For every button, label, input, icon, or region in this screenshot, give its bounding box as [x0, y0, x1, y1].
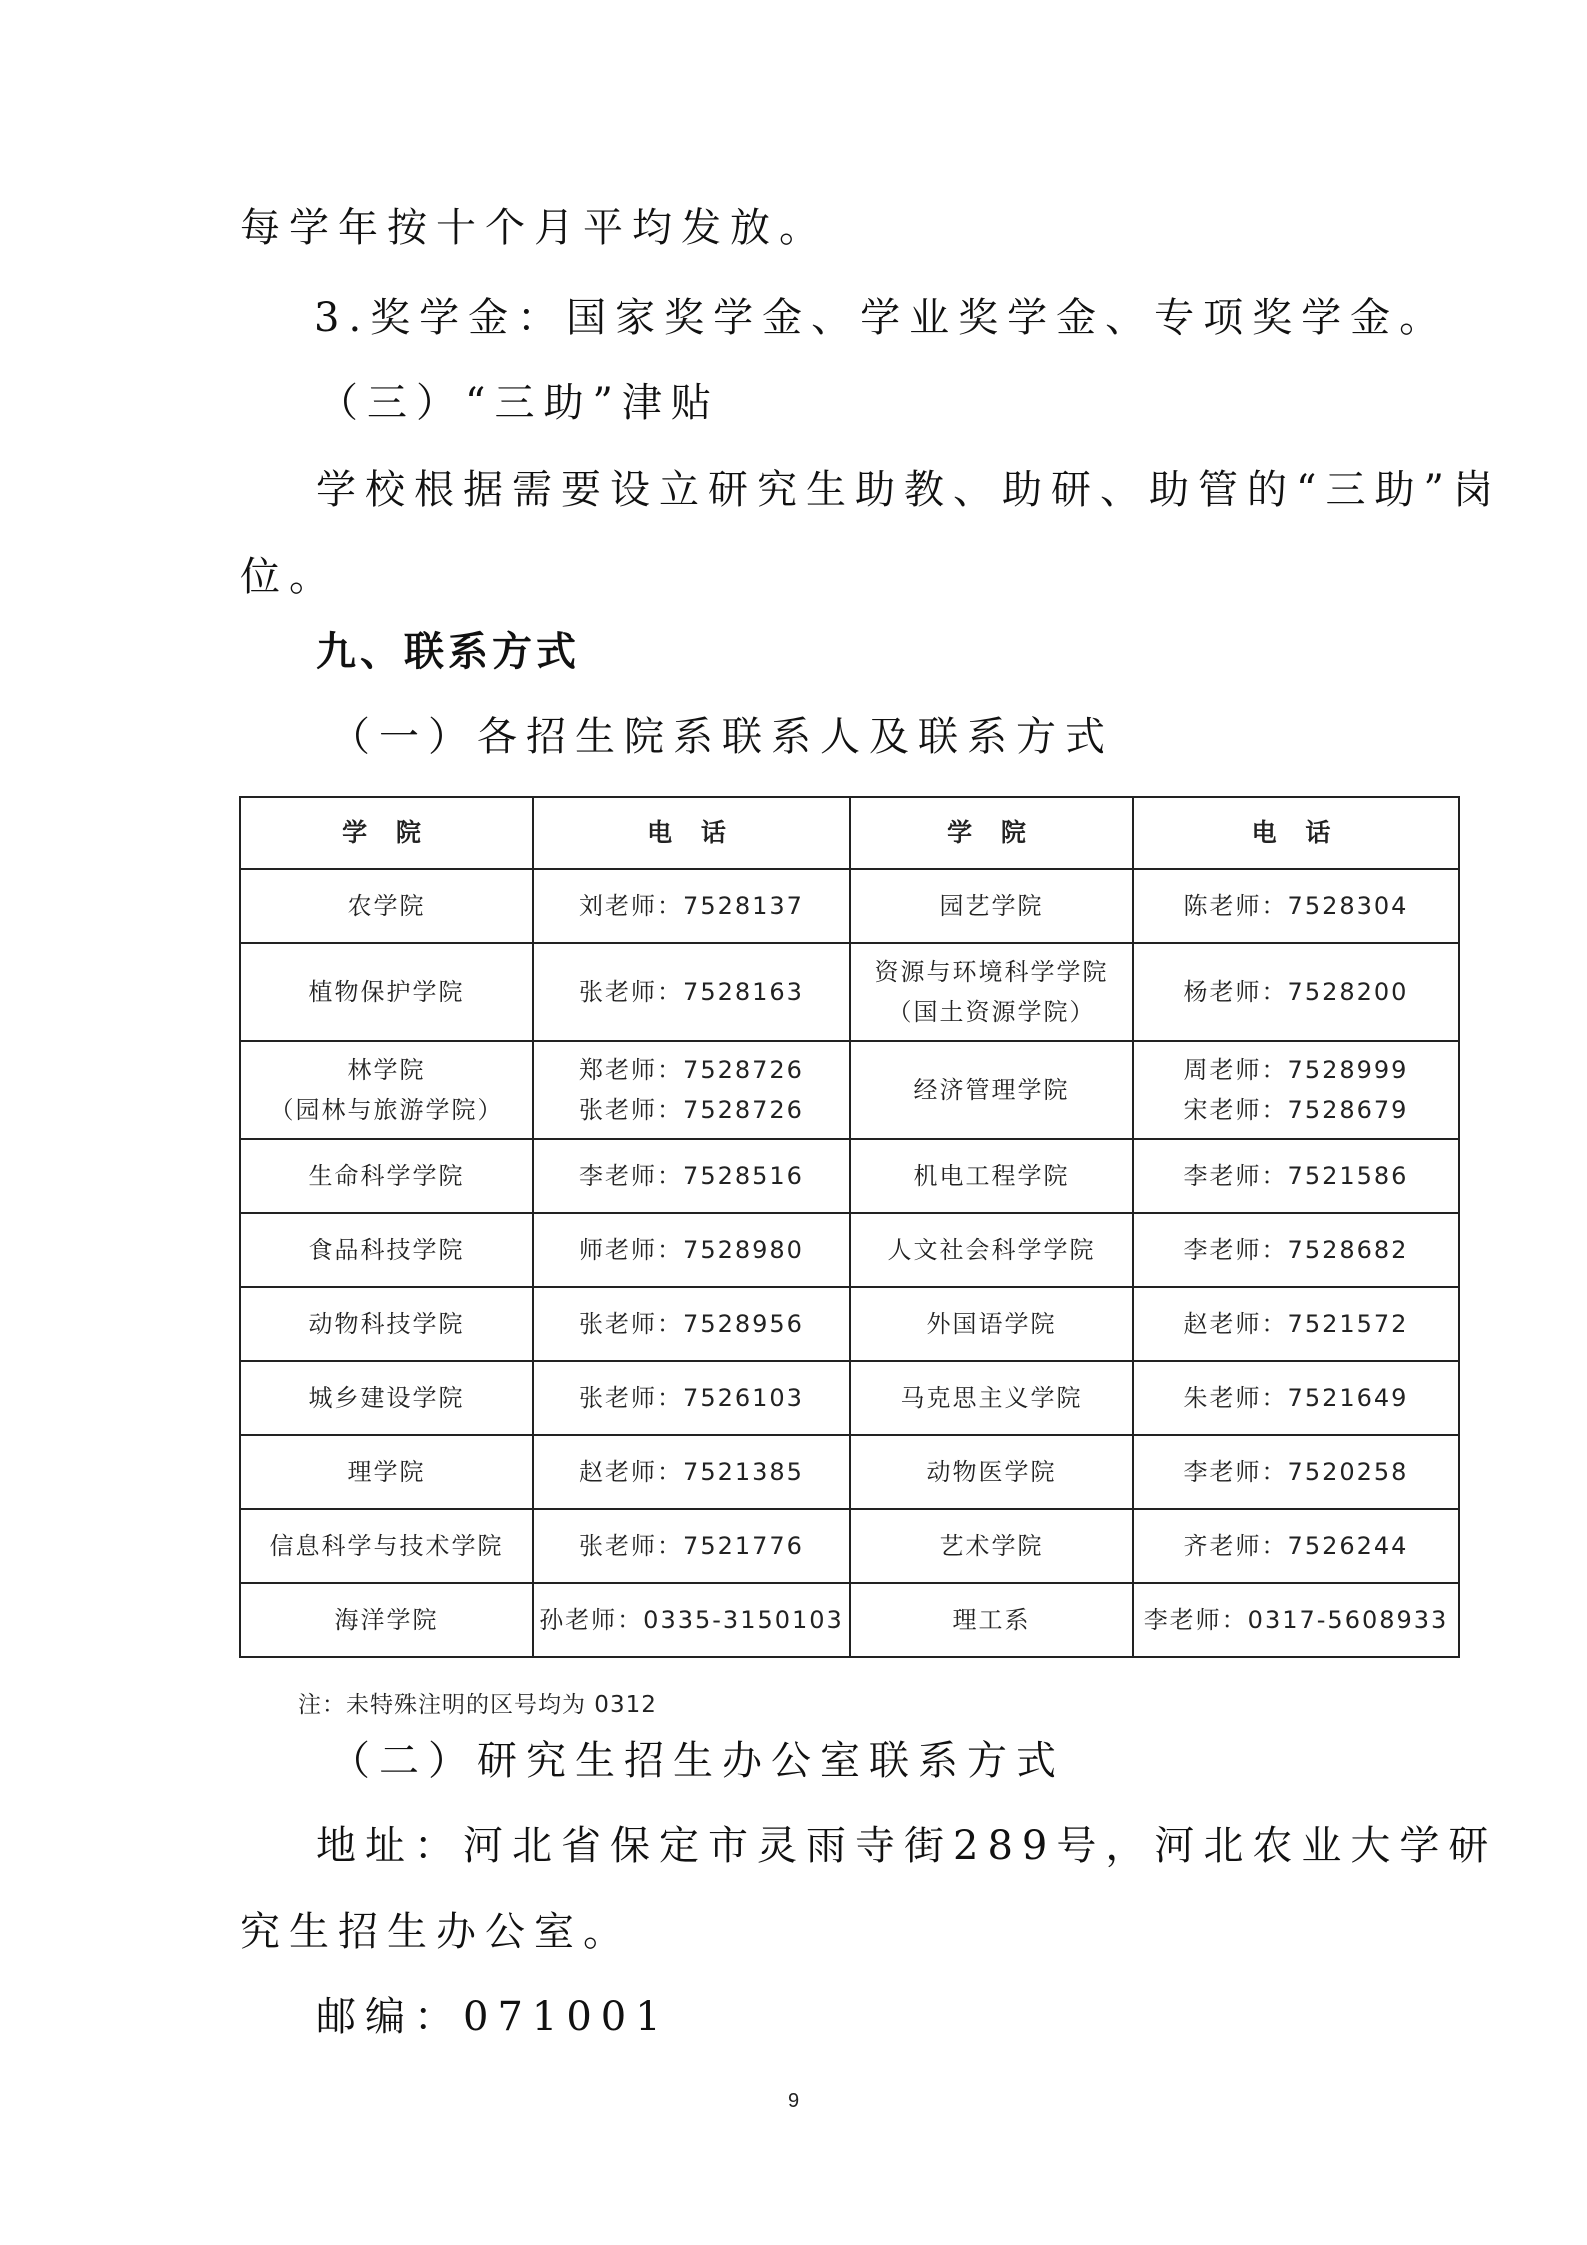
- college-cell: 农学院: [240, 869, 533, 943]
- table-row: [240, 1041, 1459, 1139]
- table-row: [240, 943, 1459, 1041]
- postal-code: 邮编：071001: [316, 1994, 670, 2040]
- college-cell: 资源与环境科学学院 （国土资源学院）: [850, 943, 1133, 1041]
- subsection-title: （一）各招生院系联系人及联系方式: [330, 714, 1114, 760]
- college-cell: 理工系: [850, 1583, 1133, 1657]
- college-cell: 动物医学院: [850, 1435, 1133, 1509]
- phone-cell: 张老师：7526103: [533, 1361, 850, 1435]
- phone-cell: 陈老师：7528304: [1133, 869, 1459, 943]
- college-cell: 园艺学院: [850, 869, 1133, 943]
- phone-cell: 张老师：7528163: [533, 943, 850, 1041]
- phone-cell: 李老师：7521586: [1133, 1139, 1459, 1213]
- header-college: 学 院: [240, 797, 533, 869]
- college-cell: 海洋学院: [240, 1583, 533, 1657]
- phone-cell: 齐老师：7526244: [1133, 1509, 1459, 1583]
- table-row: [240, 1287, 1459, 1361]
- college-cell: 生命科学学院: [240, 1139, 533, 1213]
- table-row: [240, 1213, 1459, 1287]
- phone-cell: 郑老师：7528726 张老师：7528726: [533, 1041, 850, 1139]
- college-cell: 经济管理学院: [850, 1041, 1133, 1139]
- table-row: [240, 1435, 1459, 1509]
- table-row: [240, 1509, 1459, 1583]
- phone-cell: 李老师：7528516: [533, 1139, 850, 1213]
- table-row: [240, 1583, 1459, 1657]
- header-phone: 电 话: [1133, 797, 1459, 869]
- table-row: [240, 1361, 1459, 1435]
- college-cell: 林学院 （园林与旅游学院）: [240, 1041, 533, 1139]
- table-row: [240, 869, 1459, 943]
- header-college: 学 院: [850, 797, 1133, 869]
- phone-cell: 朱老师：7521649: [1133, 1361, 1459, 1435]
- table-note: 注：未特殊注明的区号均为 0312: [298, 1692, 657, 1718]
- phone-cell: 张老师：7528956: [533, 1287, 850, 1361]
- address-line: 地址：河北省保定市灵雨寺街289号，河北农业大学研: [316, 1823, 1498, 1869]
- phone-cell: 赵老师：7521385: [533, 1435, 850, 1509]
- phone-cell: 张老师：7521776: [533, 1509, 850, 1583]
- contact-table: [239, 796, 1460, 1658]
- phone-cell: 杨老师：7528200: [1133, 943, 1459, 1041]
- phone-cell: 李老师：7520258: [1133, 1435, 1459, 1509]
- phone-cell: 赵老师：7521572: [1133, 1287, 1459, 1361]
- college-cell: 植物保护学院: [240, 943, 533, 1041]
- section-title-three-assist: （三）“三助”津贴: [318, 380, 720, 426]
- paragraph-line: 每学年按十个月平均发放。: [240, 205, 828, 251]
- paragraph-line: 位。: [240, 554, 338, 600]
- table-header-row: [240, 797, 1459, 869]
- college-cell: 外国语学院: [850, 1287, 1133, 1361]
- college-cell: 食品科技学院: [240, 1213, 533, 1287]
- college-cell: 艺术学院: [850, 1509, 1133, 1583]
- header-phone: 电 话: [533, 797, 850, 869]
- college-cell: 理学院: [240, 1435, 533, 1509]
- college-cell: 动物科技学院: [240, 1287, 533, 1361]
- phone-cell: 周老师：7528999 宋老师：7528679: [1133, 1041, 1459, 1139]
- section-heading: 九、联系方式: [316, 629, 580, 675]
- address-line: 究生招生办公室。: [240, 1909, 632, 1955]
- college-cell: 信息科学与技术学院: [240, 1509, 533, 1583]
- scholarship-line: 3.奖学金：国家奖学金、学业奖学金、专项奖学金。: [314, 295, 1449, 341]
- paragraph-line: 学校根据需要设立研究生助教、助研、助管的“三助”岗: [316, 467, 1502, 513]
- phone-cell: 师老师：7528980: [533, 1213, 850, 1287]
- phone-cell: 李老师：0317-5608933: [1133, 1583, 1459, 1657]
- college-cell: 人文社会科学学院: [850, 1213, 1133, 1287]
- phone-cell: 孙老师：0335-3150103: [533, 1583, 850, 1657]
- college-cell: 机电工程学院: [850, 1139, 1133, 1213]
- phone-cell: 李老师：7528682: [1133, 1213, 1459, 1287]
- table-row: [240, 1139, 1459, 1213]
- phone-cell: 刘老师：7528137: [533, 869, 850, 943]
- page-number: 9: [787, 2090, 800, 2112]
- college-cell: 城乡建设学院: [240, 1361, 533, 1435]
- subsection-title: （二）研究生招生办公室联系方式: [330, 1738, 1065, 1784]
- college-cell: 马克思主义学院: [850, 1361, 1133, 1435]
